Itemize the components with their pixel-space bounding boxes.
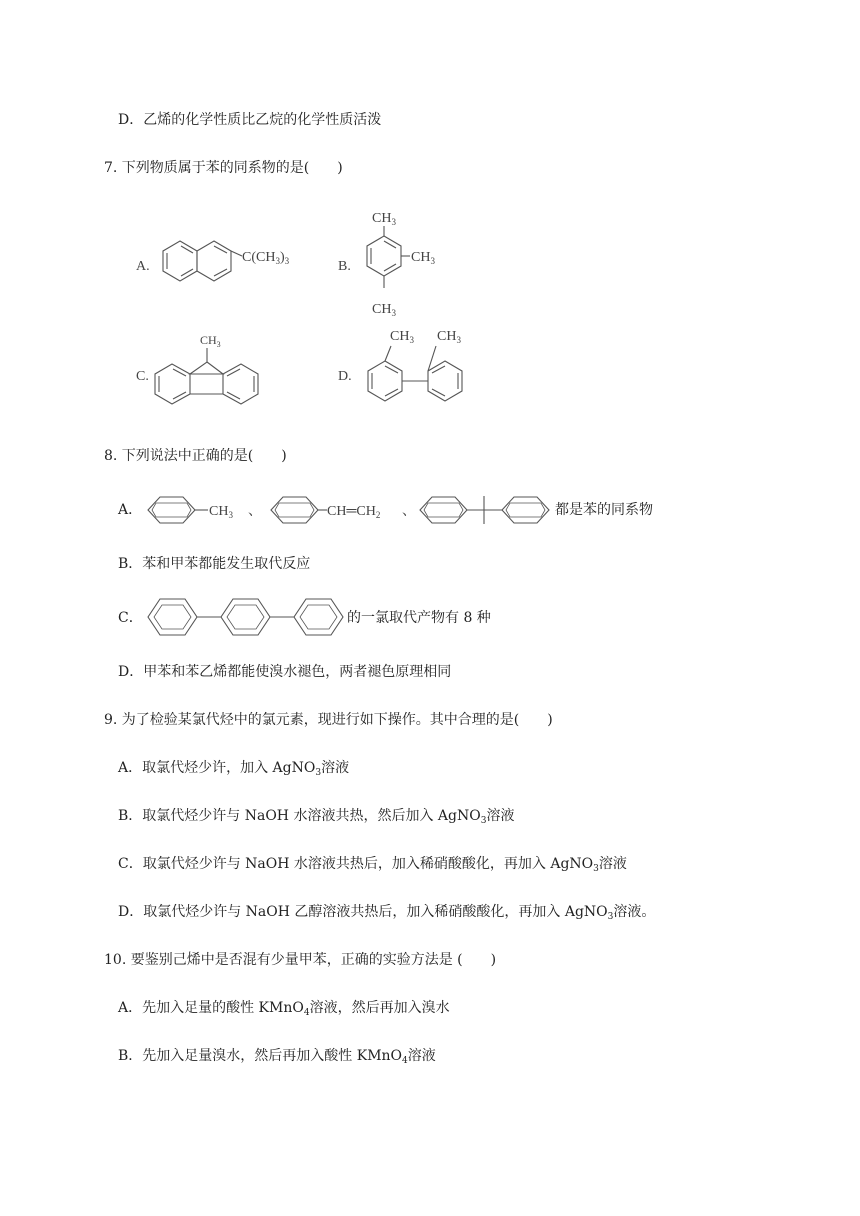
q7-b-right: $CH_3$ — [411, 250, 435, 266]
q10-option-b: B．先加入足量溴水，然后再加入酸性 KMnO$_4$溶液 — [118, 1048, 436, 1066]
q7-d-sub2: $CH_3$ — [437, 329, 461, 345]
q6-option-d: D．乙烯的化学性质比乙烷的化学性质活泼 — [118, 112, 382, 128]
q7-b-bottom: $CH_3$ — [372, 302, 396, 318]
q7-b-label: B. — [338, 259, 351, 274]
q8-option-a-text: 都是苯的同系物 — [555, 502, 653, 518]
q8-option-c-label: C． — [118, 610, 143, 626]
q10-option-a: A．先加入足量的酸性 KMnO$_4$溶液，然后再加入溴水 — [118, 1000, 450, 1018]
q8-a-vinyl: $CH═CH_2$ — [327, 504, 381, 520]
q9-option-b: B．取氯代烃少许与 NaOH 水溶液共热，然后加入 AgNO$_3$溶液 — [118, 808, 515, 826]
q7-a-substituent: $C(CH_3)_3$ — [242, 250, 290, 266]
q8-a-ch3: $CH_3$ — [209, 504, 233, 520]
q8-stem: 8. 下列说法中正确的是( ) — [104, 448, 287, 464]
q7-b-top: $CH_3$ — [372, 211, 396, 227]
q8-option-d: D．甲苯和苯乙烯都能使溴水褪色，两者褪色原理相同 — [118, 664, 452, 680]
q8-option-a-label: A． — [118, 502, 143, 518]
q7-a-label: A. — [136, 259, 150, 274]
q7-d-label: D. — [338, 369, 352, 384]
q8-option-c-text: 的一氯取代产物有 8 种 — [347, 610, 491, 626]
q7-stem: 7. 下列物质属于苯的同系物的是( ) — [104, 160, 343, 176]
q9-option-d: D．取氯代烃少许与 NaOH 乙醇溶液共热后，加入稀硝酸酸化，再加入 AgNO$_3$溶液。 — [118, 904, 656, 922]
q10-stem: 10. 要鉴别己烯中是否混有少量甲苯，正确的实验方法是 ( ) — [104, 952, 497, 968]
q7-c-label: C. — [136, 369, 149, 384]
q7-c-sub: $CH_3$ — [200, 333, 221, 349]
q8-a-sep1: 、 — [248, 504, 262, 519]
q8-option-b: B．苯和甲苯都能发生取代反应 — [118, 556, 311, 572]
q8-a-sep2: 、 — [402, 504, 416, 519]
q9-option-a: A．取氯代烃少许，加入 AgNO$_3$溶液 — [118, 760, 350, 778]
q9-stem: 9. 为了检验某氯代烃中的氯元素，现进行如下操作。其中合理的是( ) — [104, 712, 553, 728]
q9-option-c: C．取氯代烃少许与 NaOH 水溶液共热后，加入稀硝酸酸化，再加入 AgNO$_3$溶液 — [118, 856, 627, 874]
q7-d-sub1: $CH_3$ — [390, 329, 414, 345]
